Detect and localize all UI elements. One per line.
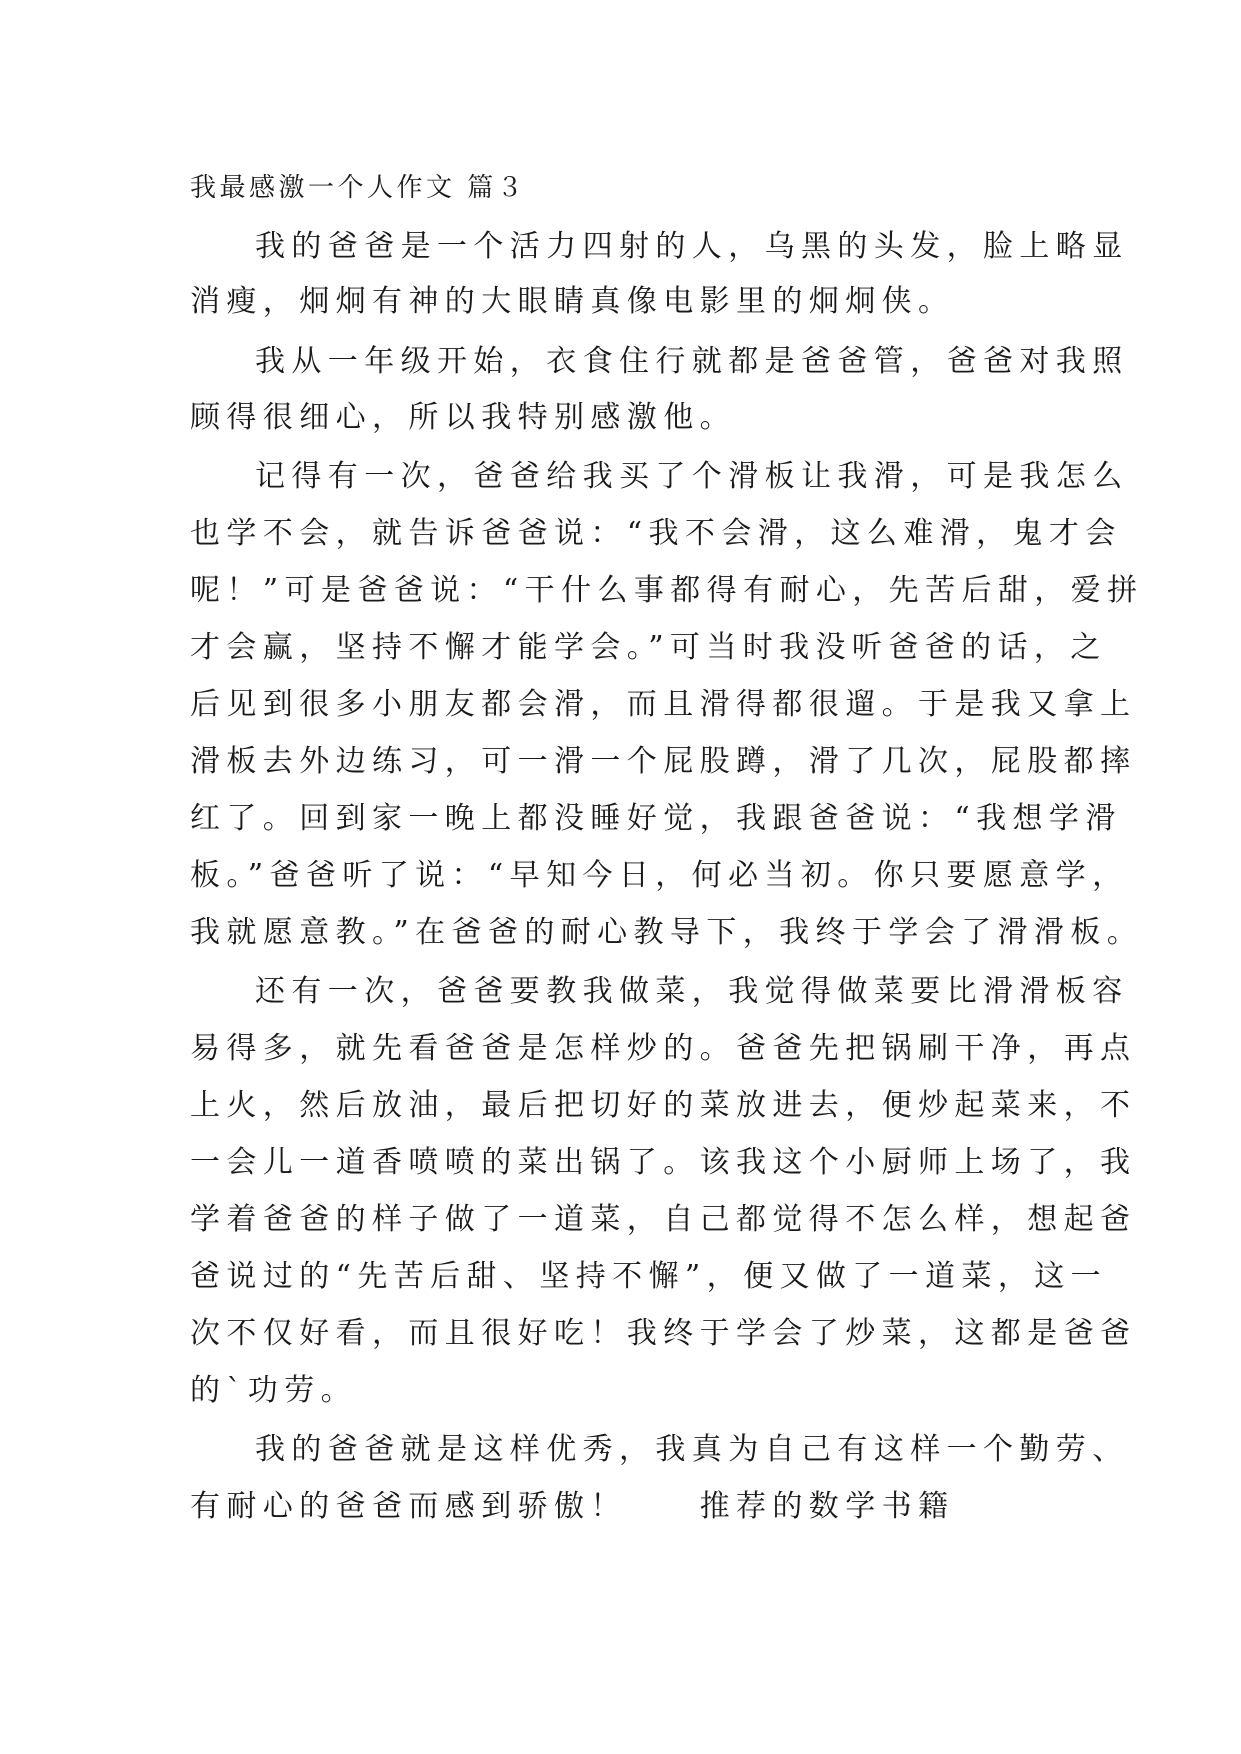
paragraph-line: 我就愿意教。”在爸爸的耐心教导下，我终于学会了滑滑板。 <box>190 915 1144 950</box>
paragraph-line: 易得多，就先看爸爸是怎样炒的。爸爸先把锅刷干净，再点 <box>190 1031 1137 1066</box>
paragraph-line: 我从一年级开始，衣食住行就都是爸爸管，爸爸对我照 <box>255 344 1129 379</box>
paragraph-line: 呢！”可是爸爸说：“干什么事都得有耐心，先苦后甜，爱拼 <box>190 573 1144 608</box>
paragraph-line: 才会赢，坚持不懈才能学会。”可当时我没听爸爸的话，之 <box>190 630 1107 665</box>
paragraph-line: 上火，然后放油，最后把切好的菜放进去，便炒起菜来，不 <box>190 1088 1137 1123</box>
paragraph-line: 红了。回到家一晚上都没睡好觉，我跟爸爸说：“我想学滑 <box>190 801 1122 836</box>
paragraph-line: 还有一次，爸爸要教我做菜，我觉得做菜要比滑滑板容 <box>255 974 1129 1009</box>
paragraph-line: 顾得很细心，所以我特别感激他。 <box>190 400 736 435</box>
paragraph-line: 我的爸爸是一个活力四射的人，乌黑的头发，脸上略显 <box>255 229 1129 264</box>
paragraph-line: 也学不会，就告诉爸爸说：“我不会滑，这么难滑，鬼才会 <box>190 516 1122 551</box>
paragraph-line: 记得有一次，爸爸给我买了个滑板让我滑，可是我怎么 <box>255 459 1129 494</box>
document-title: 我最感激一个人作文 篇３ <box>190 173 527 203</box>
paragraph-line: 消瘦，炯炯有神的大眼睛真像电影里的炯炯侠。 <box>190 284 955 319</box>
paragraph-line: 的`功劳。 <box>190 1373 357 1408</box>
paragraph-line: 板。”爸爸听了说：“早知今日，何必当初。你只要愿意学， <box>190 858 1129 893</box>
paragraph-line: 一会儿一道香喷喷的菜出锅了。该我这个小厨师上场了，我 <box>190 1145 1137 1180</box>
paragraph-line: 后见到很多小朋友都会滑，而且滑得都很遛。于是我又拿上 <box>190 687 1137 722</box>
paragraph-line: 次不仅好看，而且很好吃！我终于学会了炒菜，这都是爸爸 <box>190 1316 1137 1351</box>
paragraph-line: 有耐心的爸爸而感到骄傲！ 推荐的数学书籍 <box>190 1489 955 1524</box>
paragraph-line: 爸说过的“先苦后甜、坚持不懈”，便又做了一道菜，这一 <box>190 1259 1108 1294</box>
paragraph-line: 我的爸爸就是这样优秀，我真为自己有这样一个勤劳、 <box>255 1432 1129 1467</box>
paragraph-line: 学着爸爸的样子做了一道菜，自己都觉得不怎么样，想起爸 <box>190 1202 1137 1237</box>
paragraph-line: 滑板去外边练习，可一滑一个屁股蹲，滑了几次，屁股都摔 <box>190 744 1137 779</box>
